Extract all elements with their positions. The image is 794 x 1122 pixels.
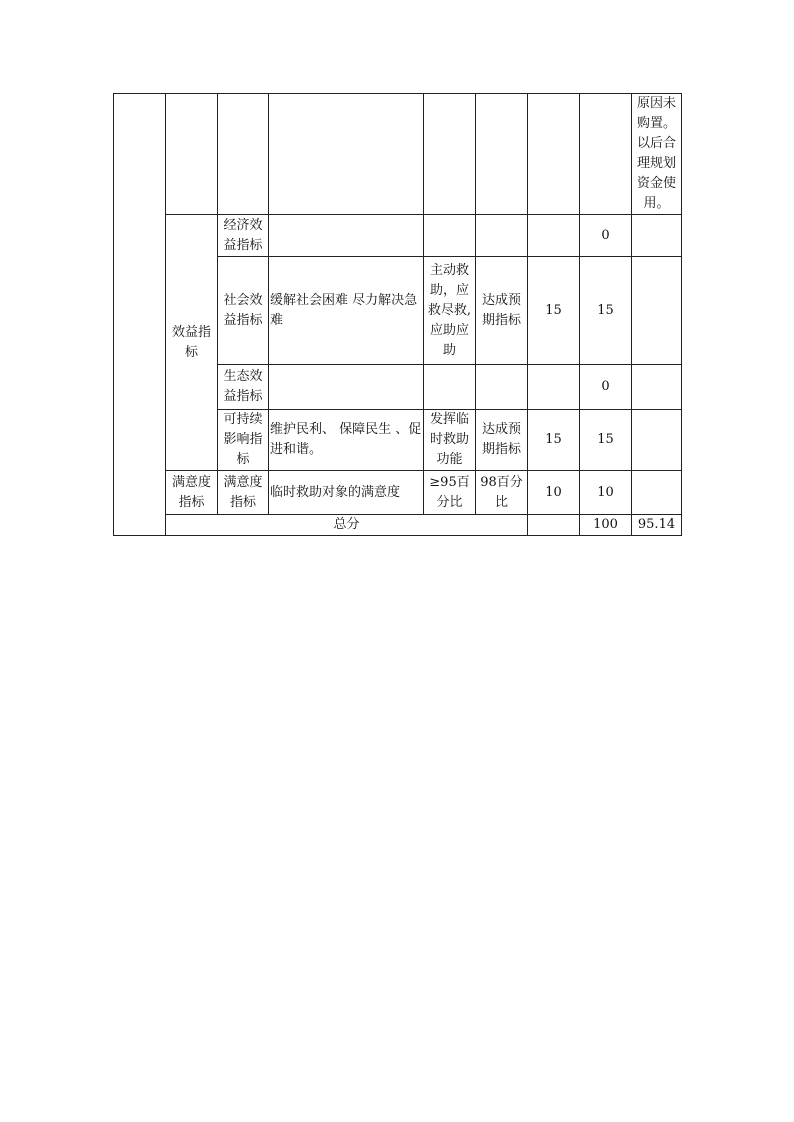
weight-cell [528,215,580,257]
remark-cell: 原因未购置。以后合理规划资金使用。 [632,94,682,215]
weight-cell: 15 [528,257,580,365]
actual-value-cell [476,215,528,257]
target-value-cell [424,94,476,215]
secondary-indicator-cell [166,94,218,215]
primary-indicator-cell [114,94,166,536]
tertiary-indicator-sustainable: 可持续影响指标 [218,410,269,471]
actual-value-cell: 98百分比 [476,471,528,515]
table-row [114,94,682,215]
weight-cell [528,94,580,215]
target-value-cell: ≥95百分比 [424,471,476,515]
indicator-content-cell: 维护民利、 保障民生 、促进和谐。 [269,410,424,471]
remark-cell [632,365,682,410]
score-cell [580,94,632,215]
remark-cell [632,471,682,515]
table-row [114,215,682,257]
score-cell: 10 [580,471,632,515]
remark-cell [632,215,682,257]
target-value-cell: 发挥临时救助功能 [424,410,476,471]
total-score: 95.14 [632,515,682,536]
actual-value-cell: 达成预期指标 [476,257,528,365]
indicator-content-cell [269,94,424,215]
weight-cell: 15 [528,410,580,471]
table-row [114,471,682,515]
actual-value-cell [476,94,528,215]
secondary-indicator-satisfaction: 满意度指标 [166,471,218,515]
tertiary-indicator-cell [218,94,269,215]
secondary-indicator-benefit: 效益指标 [166,215,218,471]
target-value-cell [424,365,476,410]
tertiary-indicator-economic: 经济效益指标 [218,215,269,257]
tertiary-indicator-satisfaction: 满意度指标 [218,471,269,515]
remark-cell [632,257,682,365]
total-weight: 100 [580,515,632,536]
tertiary-indicator-ecological: 生态效益指标 [218,365,269,410]
total-empty-cell [528,515,580,536]
actual-value-cell: 达成预期指标 [476,410,528,471]
score-cell: 0 [580,365,632,410]
indicator-content-cell: 临时救助对象的满意度 [269,471,424,515]
weight-cell: 10 [528,471,580,515]
score-cell: 0 [580,215,632,257]
actual-value-cell [476,365,528,410]
score-cell: 15 [580,257,632,365]
tertiary-indicator-social: 社会效益指标 [218,257,269,365]
total-row [114,515,682,536]
indicator-content-cell: 缓解社会困难 尽力解决急难 [269,257,424,365]
weight-cell [528,365,580,410]
indicator-content-cell [269,215,424,257]
remark-cell [632,410,682,471]
target-value-cell: 主动救助，应救尽救,应助应助 [424,257,476,365]
total-label: 总分 [166,515,528,536]
performance-table [113,93,682,536]
target-value-cell [424,215,476,257]
score-cell: 15 [580,410,632,471]
indicator-content-cell [269,365,424,410]
